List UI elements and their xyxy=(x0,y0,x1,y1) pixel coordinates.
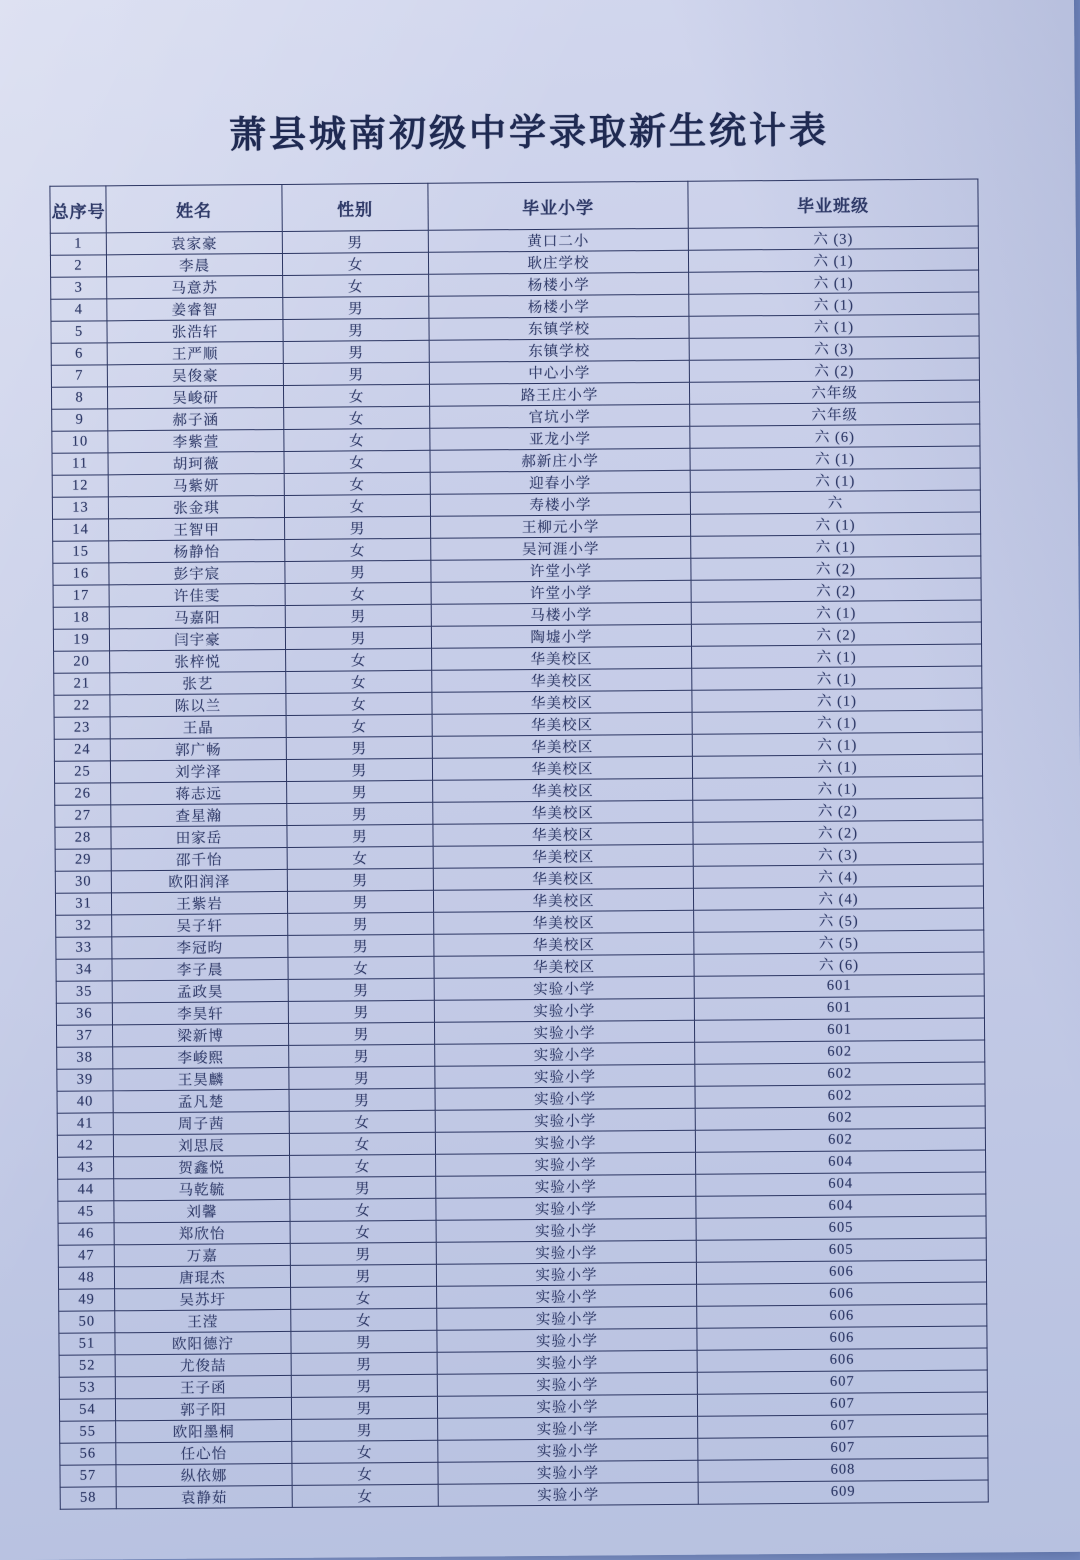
cell-gender: 女 xyxy=(292,1440,438,1463)
cell-name: 郭广畅 xyxy=(110,737,286,760)
cell-serial-number: 18 xyxy=(53,607,109,629)
cell-primary-school: 实验小学 xyxy=(437,1394,697,1418)
cell-gender: 男 xyxy=(287,890,433,913)
cell-name: 陈以兰 xyxy=(110,693,286,716)
cell-gender: 女 xyxy=(290,1198,436,1221)
cell-serial-number: 28 xyxy=(55,827,111,849)
cell-primary-school: 迎春小学 xyxy=(430,470,690,494)
cell-primary-school: 实验小学 xyxy=(435,1064,695,1088)
cell-serial-number: 4 xyxy=(51,299,107,321)
cell-gender: 男 xyxy=(286,758,432,781)
cell-graduating-class: 六 (1) xyxy=(692,754,982,778)
cell-primary-school: 杨楼小学 xyxy=(429,294,689,318)
cell-serial-number: 2 xyxy=(50,255,106,277)
cell-primary-school: 实验小学 xyxy=(434,1020,694,1044)
cell-serial-number: 19 xyxy=(53,629,109,651)
cell-gender: 男 xyxy=(285,604,431,627)
cell-name: 王滢 xyxy=(115,1309,291,1332)
cell-primary-school: 华美校区 xyxy=(434,932,694,956)
cell-serial-number: 9 xyxy=(52,409,108,431)
cell-graduating-class: 601 xyxy=(694,1018,984,1042)
cell-primary-school: 实验小学 xyxy=(436,1196,696,1220)
cell-serial-number: 50 xyxy=(59,1311,115,1333)
cell-graduating-class: 六 (1) xyxy=(692,710,982,734)
cell-gender: 男 xyxy=(283,296,429,319)
cell-graduating-class: 六 (1) xyxy=(692,732,982,756)
cell-serial-number: 6 xyxy=(51,343,107,365)
cell-graduating-class: 六 (1) xyxy=(691,600,981,624)
cell-primary-school: 华美校区 xyxy=(432,712,692,736)
cell-primary-school: 黄口二小 xyxy=(428,228,688,252)
cell-primary-school: 华美校区 xyxy=(433,866,693,890)
cell-name: 袁静茹 xyxy=(116,1485,292,1508)
cell-primary-school: 郝新庄小学 xyxy=(430,448,690,472)
cell-serial-number: 13 xyxy=(52,497,108,519)
cell-name: 吴子轩 xyxy=(112,913,288,936)
cell-serial-number: 30 xyxy=(55,871,111,893)
cell-serial-number: 35 xyxy=(56,981,112,1003)
cell-gender: 男 xyxy=(285,516,431,539)
cell-graduating-class: 602 xyxy=(695,1128,985,1152)
cell-gender: 女 xyxy=(284,450,430,473)
cell-graduating-class: 六 (2) xyxy=(693,820,983,844)
admitted-students-table xyxy=(49,178,988,1509)
cell-primary-school: 实验小学 xyxy=(434,976,694,1000)
cell-graduating-class: 六 (1) xyxy=(690,446,980,470)
cell-name: 王智甲 xyxy=(109,517,285,540)
cell-graduating-class: 六 (1) xyxy=(689,292,979,316)
header-gender: 性别 xyxy=(282,183,428,231)
cell-primary-school: 耿庄学校 xyxy=(428,250,688,274)
cell-graduating-class: 六 (1) xyxy=(692,666,982,690)
header-graduating-class: 毕业班级 xyxy=(688,179,978,228)
cell-primary-school: 实验小学 xyxy=(438,1438,698,1462)
cell-name: 吴峻研 xyxy=(107,385,283,408)
cell-graduating-class: 六年级 xyxy=(690,402,980,426)
cell-graduating-class: 604 xyxy=(696,1150,986,1174)
cell-gender: 男 xyxy=(287,780,433,803)
cell-graduating-class: 六 (1) xyxy=(692,688,982,712)
cell-name: 胡珂薇 xyxy=(108,451,284,474)
cell-primary-school: 实验小学 xyxy=(437,1306,697,1330)
cell-graduating-class: 607 xyxy=(697,1370,987,1394)
cell-name: 郑欣怡 xyxy=(114,1221,290,1244)
cell-serial-number: 49 xyxy=(59,1289,115,1311)
cell-name: 尤俊喆 xyxy=(115,1353,291,1376)
cell-primary-school: 官坑小学 xyxy=(430,404,690,428)
cell-serial-number: 36 xyxy=(56,1003,112,1025)
cell-gender: 女 xyxy=(284,406,430,429)
cell-graduating-class: 604 xyxy=(696,1194,986,1218)
cell-primary-school: 华美校区 xyxy=(432,646,692,670)
cell-serial-number: 17 xyxy=(53,585,109,607)
cell-name: 孟政昊 xyxy=(112,979,288,1002)
cell-gender: 女 xyxy=(292,1484,438,1507)
cell-graduating-class: 六 (6) xyxy=(690,424,980,448)
cell-primary-school: 实验小学 xyxy=(437,1328,697,1352)
cell-primary-school: 实验小学 xyxy=(435,1042,695,1066)
cell-primary-school: 实验小学 xyxy=(436,1152,696,1176)
cell-name: 刘学泽 xyxy=(110,759,286,782)
cell-gender: 女 xyxy=(283,384,429,407)
cell-name: 梁新博 xyxy=(112,1023,288,1046)
cell-graduating-class: 601 xyxy=(694,996,984,1020)
cell-primary-school: 华美校区 xyxy=(433,822,693,846)
cell-name: 欧阳墨桐 xyxy=(116,1419,292,1442)
cell-name: 蒋志远 xyxy=(111,781,287,804)
cell-primary-school: 中心小学 xyxy=(429,360,689,384)
cell-graduating-class: 602 xyxy=(695,1084,985,1108)
cell-serial-number: 51 xyxy=(59,1333,115,1355)
cell-primary-school: 实验小学 xyxy=(438,1416,698,1440)
cell-primary-school: 华美校区 xyxy=(434,954,694,978)
cell-name: 李子晨 xyxy=(112,957,288,980)
cell-primary-school: 华美校区 xyxy=(433,844,693,868)
cell-graduating-class: 606 xyxy=(697,1282,987,1306)
cell-name: 许佳雯 xyxy=(109,583,285,606)
cell-graduating-class: 六 (2) xyxy=(691,622,981,646)
cell-primary-school: 实验小学 xyxy=(438,1482,698,1506)
cell-name: 郝子涵 xyxy=(108,407,284,430)
cell-graduating-class: 六 (1) xyxy=(689,314,979,338)
cell-primary-school: 实验小学 xyxy=(437,1350,697,1374)
cell-primary-school: 亚龙小学 xyxy=(430,426,690,450)
cell-serial-number: 52 xyxy=(59,1355,115,1377)
cell-graduating-class: 601 xyxy=(694,974,984,998)
cell-name: 张梓悦 xyxy=(110,649,286,672)
header-serial-number: 总序号 xyxy=(50,186,106,233)
cell-serial-number: 23 xyxy=(54,717,110,739)
cell-gender: 男 xyxy=(288,978,434,1001)
cell-serial-number: 39 xyxy=(57,1069,113,1091)
cell-graduating-class: 605 xyxy=(696,1216,986,1240)
cell-primary-school: 东镇学校 xyxy=(429,338,689,362)
cell-gender: 女 xyxy=(290,1154,436,1177)
cell-primary-school: 实验小学 xyxy=(436,1218,696,1242)
cell-gender: 女 xyxy=(286,692,432,715)
cell-serial-number: 33 xyxy=(56,937,112,959)
cell-serial-number: 12 xyxy=(52,475,108,497)
cell-serial-number: 11 xyxy=(52,453,108,475)
cell-serial-number: 40 xyxy=(57,1091,113,1113)
cell-name: 刘馨 xyxy=(114,1199,290,1222)
cell-serial-number: 45 xyxy=(58,1201,114,1223)
cell-serial-number: 15 xyxy=(53,541,109,563)
header-primary-school: 毕业小学 xyxy=(428,181,688,230)
document-title: 萧县城南初级中学录取新生统计表 xyxy=(228,110,830,157)
cell-graduating-class: 六 (3) xyxy=(688,226,978,250)
cell-gender: 男 xyxy=(285,626,431,649)
cell-gender: 男 xyxy=(290,1242,436,1265)
cell-primary-school: 华美校区 xyxy=(433,800,693,824)
cell-name: 邵千怡 xyxy=(111,847,287,870)
cell-name: 纵依娜 xyxy=(116,1463,292,1486)
cell-primary-school: 东镇学校 xyxy=(429,316,689,340)
cell-serial-number: 53 xyxy=(59,1377,115,1399)
cell-gender: 男 xyxy=(282,230,428,253)
cell-serial-number: 26 xyxy=(55,783,111,805)
cell-primary-school: 实验小学 xyxy=(436,1174,696,1198)
cell-gender: 男 xyxy=(288,1022,434,1045)
cell-name: 闫宇豪 xyxy=(109,627,285,650)
cell-name: 王晶 xyxy=(110,715,286,738)
cell-graduating-class: 六 (5) xyxy=(694,930,984,954)
cell-gender: 女 xyxy=(287,846,433,869)
cell-gender: 男 xyxy=(283,362,429,385)
cell-graduating-class: 六 (3) xyxy=(693,842,983,866)
cell-graduating-class: 602 xyxy=(695,1040,985,1064)
cell-name: 王昊麟 xyxy=(113,1067,289,1090)
cell-graduating-class: 六 (2) xyxy=(691,578,981,602)
cell-graduating-class: 六年级 xyxy=(689,380,979,404)
cell-gender: 男 xyxy=(287,868,433,891)
cell-gender: 女 xyxy=(284,494,430,517)
cell-gender: 男 xyxy=(283,318,429,341)
cell-graduating-class: 609 xyxy=(698,1480,988,1504)
cell-name: 郭子阳 xyxy=(115,1397,291,1420)
cell-name: 王严顺 xyxy=(107,341,283,364)
cell-gender: 男 xyxy=(287,824,433,847)
cell-name: 田家岳 xyxy=(111,825,287,848)
cell-gender: 女 xyxy=(284,472,430,495)
cell-graduating-class: 六 (1) xyxy=(691,534,981,558)
cell-primary-school: 华美校区 xyxy=(432,690,692,714)
cell-serial-number: 42 xyxy=(57,1135,113,1157)
cell-name: 欧阳德泞 xyxy=(115,1331,291,1354)
cell-name: 王紫岩 xyxy=(111,891,287,914)
cell-name: 刘思辰 xyxy=(113,1133,289,1156)
cell-graduating-class: 604 xyxy=(696,1172,986,1196)
cell-primary-school: 华美校区 xyxy=(433,888,693,912)
cell-name: 杨静怡 xyxy=(109,539,285,562)
cell-name: 李冠昀 xyxy=(112,935,288,958)
cell-name: 王子函 xyxy=(115,1375,291,1398)
cell-graduating-class: 607 xyxy=(698,1414,988,1438)
cell-graduating-class: 六 (1) xyxy=(690,512,980,536)
cell-gender: 男 xyxy=(291,1374,437,1397)
cell-gender: 女 xyxy=(290,1220,436,1243)
cell-serial-number: 43 xyxy=(58,1157,114,1179)
cell-serial-number: 58 xyxy=(60,1487,116,1509)
cell-gender: 男 xyxy=(291,1396,437,1419)
cell-gender: 女 xyxy=(288,956,434,979)
cell-graduating-class: 605 xyxy=(696,1238,986,1262)
cell-graduating-class: 606 xyxy=(697,1304,987,1328)
cell-primary-school: 实验小学 xyxy=(437,1284,697,1308)
cell-graduating-class: 六 (1) xyxy=(692,644,982,668)
cell-name: 马嘉阳 xyxy=(109,605,285,628)
cell-serial-number: 1 xyxy=(50,233,106,255)
cell-gender: 男 xyxy=(292,1418,438,1441)
cell-graduating-class: 602 xyxy=(695,1062,985,1086)
cell-primary-school: 路王庄小学 xyxy=(429,382,689,406)
table-header-row xyxy=(50,179,978,233)
cell-graduating-class: 六 xyxy=(690,490,980,514)
cell-graduating-class: 六 (2) xyxy=(689,358,979,382)
cell-graduating-class: 606 xyxy=(696,1260,986,1284)
cell-graduating-class: 六 (6) xyxy=(694,952,984,976)
cell-serial-number: 44 xyxy=(58,1179,114,1201)
cell-gender: 男 xyxy=(289,1066,435,1089)
cell-primary-school: 寿楼小学 xyxy=(430,492,690,516)
cell-primary-school: 许堂小学 xyxy=(431,580,691,604)
cell-name: 任心怡 xyxy=(116,1441,292,1464)
cell-gender: 女 xyxy=(291,1308,437,1331)
cell-graduating-class: 六 (1) xyxy=(690,468,980,492)
cell-serial-number: 25 xyxy=(54,761,110,783)
cell-graduating-class: 六 (1) xyxy=(693,776,983,800)
cell-gender: 男 xyxy=(290,1176,436,1199)
cell-serial-number: 31 xyxy=(55,893,111,915)
cell-primary-school: 实验小学 xyxy=(434,998,694,1022)
cell-graduating-class: 六 (1) xyxy=(689,270,979,294)
cell-name: 李峻熙 xyxy=(113,1045,289,1068)
cell-gender: 女 xyxy=(286,670,432,693)
cell-name: 姜睿智 xyxy=(107,297,283,320)
cell-graduating-class: 606 xyxy=(697,1326,987,1350)
cell-gender: 男 xyxy=(289,1044,435,1067)
cell-primary-school: 王柳元小学 xyxy=(431,514,691,538)
cell-primary-school: 华美校区 xyxy=(432,668,692,692)
cell-graduating-class: 六 (4) xyxy=(693,886,983,910)
cell-primary-school: 杨楼小学 xyxy=(429,272,689,296)
cell-graduating-class: 六 (2) xyxy=(693,798,983,822)
cell-graduating-class: 六 (5) xyxy=(694,908,984,932)
cell-serial-number: 54 xyxy=(59,1399,115,1421)
cell-serial-number: 46 xyxy=(58,1223,114,1245)
cell-name: 查星瀚 xyxy=(111,803,287,826)
cell-gender: 男 xyxy=(283,340,429,363)
cell-gender: 女 xyxy=(282,252,428,275)
cell-graduating-class: 607 xyxy=(698,1436,988,1460)
cell-name: 吴苏圩 xyxy=(115,1287,291,1310)
cell-gender: 女 xyxy=(283,274,429,297)
cell-gender: 男 xyxy=(288,934,434,957)
cell-serial-number: 24 xyxy=(54,739,110,761)
cell-gender: 男 xyxy=(291,1330,437,1353)
cell-name: 孟凡楚 xyxy=(113,1089,289,1112)
cell-name: 张艺 xyxy=(110,671,286,694)
cell-name: 张金琪 xyxy=(108,495,284,518)
cell-primary-school: 实验小学 xyxy=(435,1108,695,1132)
cell-primary-school: 陶墟小学 xyxy=(431,624,691,648)
cell-graduating-class: 606 xyxy=(697,1348,987,1372)
cell-primary-school: 华美校区 xyxy=(432,756,692,780)
cell-gender: 女 xyxy=(285,538,431,561)
cell-primary-school: 实验小学 xyxy=(438,1460,698,1484)
cell-name: 李晨 xyxy=(106,253,282,276)
cell-gender: 女 xyxy=(286,648,432,671)
cell-gender: 女 xyxy=(286,714,432,737)
cell-serial-number: 37 xyxy=(56,1025,112,1047)
cell-primary-school: 吴河涯小学 xyxy=(431,536,691,560)
cell-serial-number: 5 xyxy=(51,321,107,343)
cell-graduating-class: 六 (4) xyxy=(693,864,983,888)
cell-serial-number: 8 xyxy=(51,387,107,409)
cell-name: 马意苏 xyxy=(107,275,283,298)
cell-primary-school: 华美校区 xyxy=(433,778,693,802)
cell-serial-number: 16 xyxy=(53,563,109,585)
cell-primary-school: 实验小学 xyxy=(435,1130,695,1154)
cell-gender: 女 xyxy=(284,428,430,451)
cell-serial-number: 27 xyxy=(55,805,111,827)
cell-gender: 男 xyxy=(286,736,432,759)
cell-serial-number: 47 xyxy=(58,1245,114,1267)
cell-name: 贺鑫悦 xyxy=(114,1155,290,1178)
cell-primary-school: 实验小学 xyxy=(436,1262,696,1286)
cell-gender: 男 xyxy=(287,802,433,825)
cell-serial-number: 38 xyxy=(57,1047,113,1069)
cell-serial-number: 22 xyxy=(54,695,110,717)
cell-graduating-class: 六 (2) xyxy=(691,556,981,580)
cell-name: 李紫萱 xyxy=(108,429,284,452)
table-body xyxy=(50,226,988,1509)
cell-gender: 女 xyxy=(292,1462,438,1485)
cell-serial-number: 32 xyxy=(56,915,112,937)
cell-serial-number: 48 xyxy=(58,1267,114,1289)
cell-name: 马紫妍 xyxy=(108,473,284,496)
cell-name: 马乾毓 xyxy=(114,1177,290,1200)
cell-name: 张浩轩 xyxy=(107,319,283,342)
cell-primary-school: 马楼小学 xyxy=(431,602,691,626)
cell-serial-number: 41 xyxy=(57,1113,113,1135)
cell-gender: 女 xyxy=(291,1286,437,1309)
cell-gender: 男 xyxy=(288,912,434,935)
cell-graduating-class: 六 (3) xyxy=(689,336,979,360)
cell-primary-school: 实验小学 xyxy=(435,1086,695,1110)
cell-serial-number: 57 xyxy=(60,1465,116,1487)
cell-name: 李昊轩 xyxy=(112,1001,288,1024)
cell-name: 万嘉 xyxy=(114,1243,290,1266)
cell-serial-number: 56 xyxy=(60,1443,116,1465)
cell-primary-school: 华美校区 xyxy=(432,734,692,758)
cell-serial-number: 34 xyxy=(56,959,112,981)
cell-primary-school: 实验小学 xyxy=(436,1240,696,1264)
cell-graduating-class: 608 xyxy=(698,1458,988,1482)
cell-gender: 男 xyxy=(289,1088,435,1111)
cell-serial-number: 10 xyxy=(52,431,108,453)
cell-serial-number: 29 xyxy=(55,849,111,871)
cell-name: 唐琨杰 xyxy=(114,1265,290,1288)
cell-primary-school: 实验小学 xyxy=(437,1372,697,1396)
cell-gender: 女 xyxy=(289,1110,435,1133)
cell-graduating-class: 602 xyxy=(695,1106,985,1130)
cell-serial-number: 55 xyxy=(60,1421,116,1443)
cell-primary-school: 华美校区 xyxy=(434,910,694,934)
cell-graduating-class: 六 (1) xyxy=(688,248,978,272)
cell-gender: 男 xyxy=(291,1352,437,1375)
cell-name: 袁家豪 xyxy=(106,231,282,254)
cell-serial-number: 20 xyxy=(54,651,110,673)
cell-primary-school: 许堂小学 xyxy=(431,558,691,582)
cell-gender: 女 xyxy=(285,582,431,605)
header-name: 姓名 xyxy=(106,184,282,232)
cell-serial-number: 14 xyxy=(53,519,109,541)
cell-gender: 男 xyxy=(290,1264,436,1287)
cell-gender: 女 xyxy=(289,1132,435,1155)
cell-serial-number: 7 xyxy=(51,365,107,387)
cell-gender: 男 xyxy=(288,1000,434,1023)
cell-gender: 男 xyxy=(285,560,431,583)
cell-graduating-class: 607 xyxy=(697,1392,987,1416)
cell-name: 彭宇宸 xyxy=(109,561,285,584)
cell-name: 吴俊豪 xyxy=(107,363,283,386)
cell-name: 周子茜 xyxy=(113,1111,289,1134)
cell-serial-number: 3 xyxy=(51,277,107,299)
cell-name: 欧阳润泽 xyxy=(111,869,287,892)
cell-serial-number: 21 xyxy=(54,673,110,695)
